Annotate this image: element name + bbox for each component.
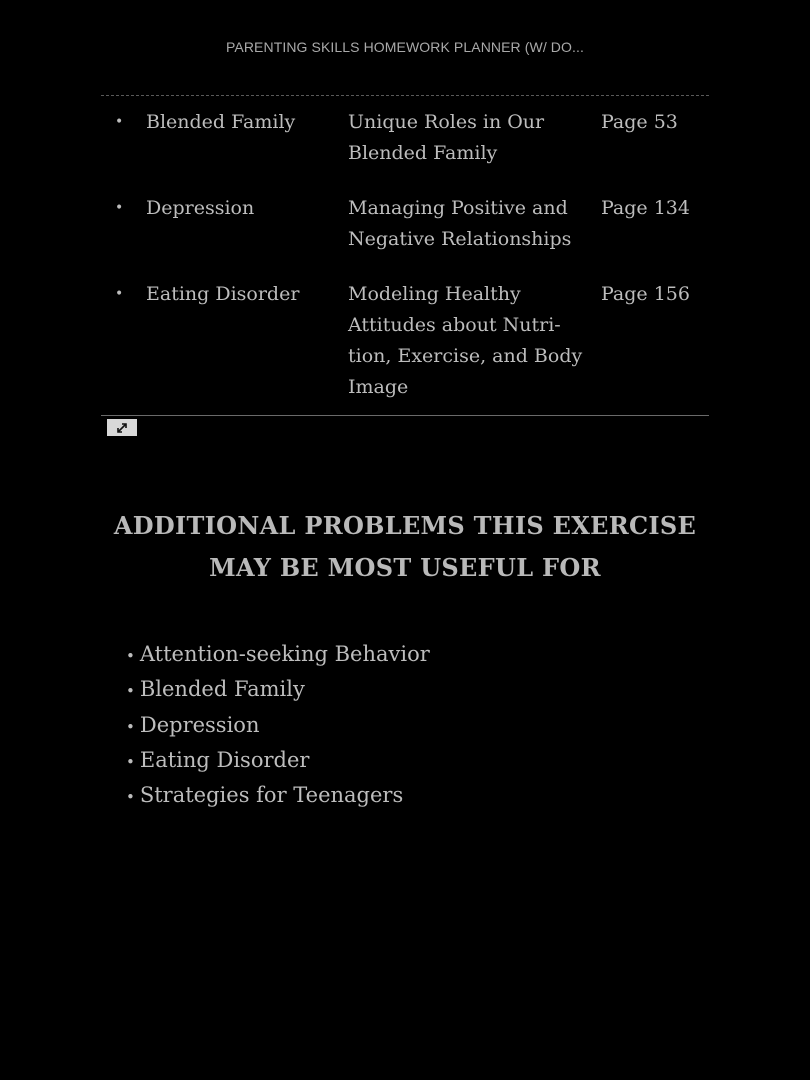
expand-arrows-icon xyxy=(115,422,129,434)
section-heading xyxy=(0,505,810,589)
list-item xyxy=(126,673,430,708)
page-cell: Page 134 xyxy=(601,197,690,219)
list-item xyxy=(126,638,430,673)
table-row xyxy=(101,193,709,279)
exercise-cell: Managing Positive and Negative Relationships xyxy=(348,197,572,250)
list-bullet: • xyxy=(126,788,135,807)
row-bullet: • xyxy=(115,114,124,130)
exercise-cell: Modeling Healthy Attitudes about Nutri-tion, Exercise, and Body Image xyxy=(348,283,583,398)
heading-line-2: MAY BE MOST USEFUL FOR xyxy=(209,553,601,582)
problem-cell: Blended Family xyxy=(146,111,296,133)
expand-table-button[interactable] xyxy=(107,419,137,436)
row-bullet: • xyxy=(115,286,124,302)
list-item-label: Blended Family xyxy=(139,677,305,702)
problem-cell: Depression xyxy=(146,197,255,219)
list-item xyxy=(126,779,430,814)
problem-cell: Eating Disorder xyxy=(146,283,300,305)
page-cell: Page 156 xyxy=(601,283,690,305)
list-item-label: Eating Disorder xyxy=(139,747,310,772)
page-cell: Page 53 xyxy=(601,111,678,133)
book-title: PARENTING SKILLS HOMEWORK PLANNER (W/ DO... xyxy=(226,39,584,55)
list-item xyxy=(126,744,430,779)
heading-line-1: ADDITIONAL PROBLEMS THIS EXERCISE xyxy=(113,511,697,540)
list-item xyxy=(126,709,430,744)
list-item-label: Attention-seeking Behavior xyxy=(139,642,430,666)
list-bullet: • xyxy=(126,752,135,771)
list-item-label: Strategies for Teenagers xyxy=(139,783,404,808)
table-row xyxy=(101,96,709,193)
list-item-label: Depression xyxy=(139,712,260,737)
problems-table xyxy=(101,95,709,416)
list-bullet: • xyxy=(126,647,135,665)
table-row xyxy=(101,279,709,415)
additional-problems-list xyxy=(126,638,430,814)
row-bullet: • xyxy=(115,200,124,216)
list-bullet: • xyxy=(126,717,135,736)
exercise-cell: Unique Roles in Our Blended Family xyxy=(348,111,545,164)
list-bullet: • xyxy=(126,682,135,701)
